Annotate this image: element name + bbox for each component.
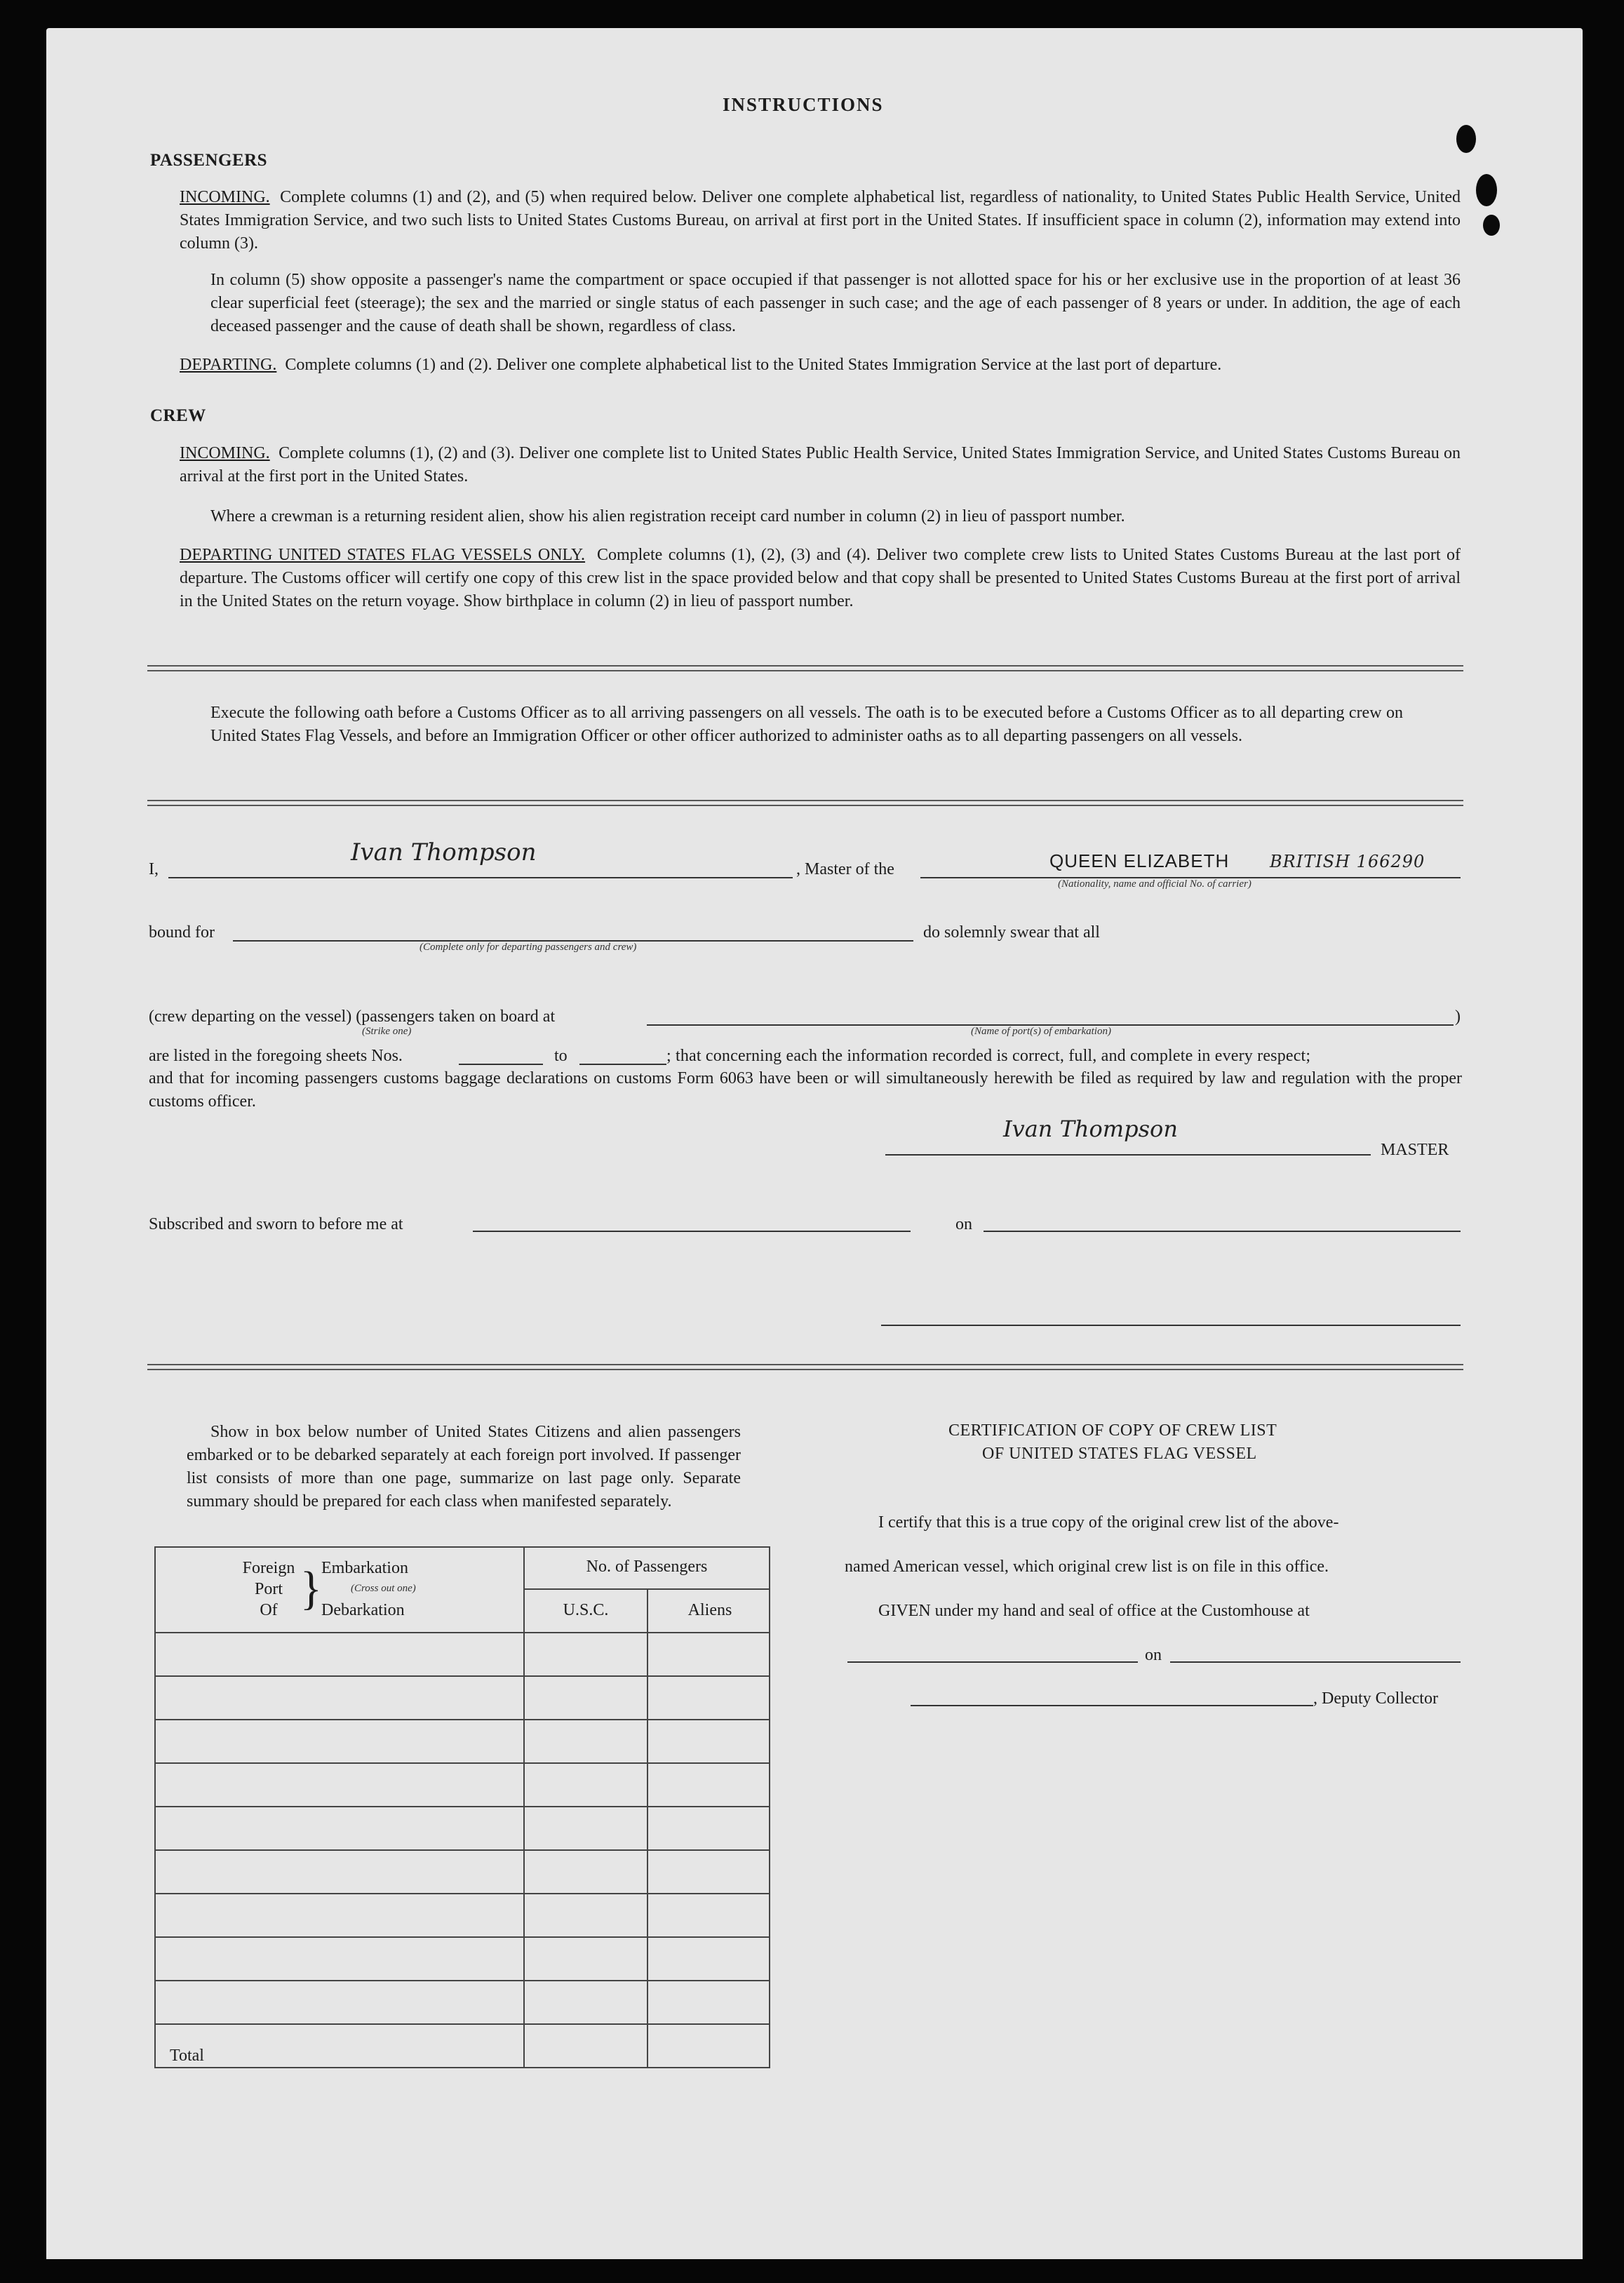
crew-incoming-paragraph — [180, 442, 1461, 488]
summary-row — [155, 1894, 770, 1937]
summary-row — [155, 1850, 770, 1894]
section-divider-bottom — [147, 1364, 1463, 1370]
master-name-line — [168, 877, 793, 878]
passengers-departing-paragraph — [180, 354, 1463, 377]
brace-icon: } — [300, 1562, 322, 1614]
listed-sheets-text: are listed in the foregoing sheets Nos. — [149, 1047, 403, 1065]
foreign-port-header — [155, 1547, 524, 1633]
oath-intro-paragraph: Execute the following oath before a Customs Officer as to all arriving passengers on all vessels. The oath is to be executed before a Customs Officer as to all departing crew on United States Flag Vessels, and before an Immigration Officer or other officer authorized to administer oaths as to all departing passengers on all vessels. — [210, 704, 1403, 745]
sheets-to-line — [579, 1064, 666, 1065]
debarkation-label: Debarkation — [321, 1601, 405, 1619]
master-signature-bottom: Ivan Thompson — [1003, 1116, 1178, 1142]
section-divider-oath — [147, 800, 1463, 806]
certification-date-line — [1170, 1661, 1461, 1663]
officer-signature-line — [881, 1325, 1461, 1326]
summary-total-row — [155, 2024, 770, 2068]
passenger-summary-table — [154, 1546, 770, 2068]
summary-row — [155, 1676, 770, 1720]
passengers-departing-text: Complete columns (1) and (2). Deliver one complete alphabetical list to the United States Immigration Service at the last port of departure. — [285, 356, 1222, 374]
sworn-at-line — [473, 1231, 911, 1232]
customhouse-line — [847, 1661, 1138, 1663]
cross-out-caption: (Cross out one) — [351, 1583, 416, 1594]
total-label: Total — [170, 2047, 204, 2065]
crew-departing-label: DEPARTING UNITED STATES FLAG VESSELS ONLY. — [180, 546, 586, 564]
close-paren: ) — [1455, 1007, 1461, 1026]
summary-row — [155, 1937, 770, 1981]
solemnly-swear-text: do solemnly swear that all — [923, 923, 1100, 942]
oath-i-label: I, — [149, 860, 159, 878]
passengers-incoming-paragraph — [180, 186, 1461, 255]
instructions-title: INSTRUCTIONS — [723, 94, 884, 115]
sworn-on-line — [984, 1231, 1461, 1232]
passengers-incoming-label: INCOMING. — [180, 188, 270, 206]
certification-on-label: on — [1145, 1646, 1162, 1664]
sworn-on-label: on — [955, 1215, 972, 1233]
master-signature-line — [885, 1154, 1371, 1156]
of-label: Of — [260, 1601, 278, 1619]
listed-baggage-text: and that for incoming passengers customs baggage declarations on customs Form 6063 have been or will simultaneously herewith be filed as required by law and regulation with the proper customs officer. — [149, 1069, 1462, 1111]
foreign-label: Foreign — [242, 1559, 295, 1577]
summary-row — [155, 1720, 770, 1763]
port-embarkation-caption: (Name of port(s) of embarkation) — [971, 1026, 1111, 1037]
listed-correct-text: ; that concerning each the information recorded is correct, full, and complete in every respect; — [666, 1047, 1311, 1065]
certification-text-1: I certify that this is a true copy of the original crew list of the above- — [878, 1513, 1339, 1532]
no-passengers-label: No. of Passengers — [586, 1558, 708, 1576]
master-of-the-label: , Master of the — [796, 860, 894, 878]
punch-hole — [1476, 174, 1497, 206]
strike-one-caption: (Strike one) — [362, 1026, 412, 1037]
section-divider-top — [147, 665, 1463, 671]
summary-row — [155, 1763, 770, 1807]
master-label: MASTER — [1381, 1141, 1449, 1159]
certification-text-2: named American vessel, which original crew list is on file in this office. — [845, 1558, 1329, 1576]
usc-label: U.S.C. — [563, 1601, 609, 1619]
summary-instructions: Show in box below number of United States Citizens and alien passengers embarked or to be debarked separately at each foreign port involved. If passenger list consists of more than one page, summarize on last page only. Separate summary should be prepared for each class when manifested separately. — [187, 1423, 741, 1511]
passengers-heading: PASSENGERS — [150, 151, 268, 170]
aliens-label: Aliens — [687, 1601, 732, 1619]
crew-departing-text: (crew departing on the vessel) (passengers taken on board at — [149, 1007, 556, 1026]
bound-for-caption: (Complete only for departing passengers and crew) — [420, 942, 637, 953]
passengers-departing-label: DEPARTING. — [180, 356, 277, 374]
crew-heading: CREW — [150, 406, 206, 425]
passenger-count-header — [524, 1547, 770, 1633]
certification-title-1: CERTIFICATION OF COPY OF CREW LIST — [948, 1421, 1277, 1440]
summary-row — [155, 1981, 770, 2024]
vessel-caption: (Nationality, name and official No. of carrier) — [1058, 878, 1251, 890]
crew-returning-paragraph: Where a crewman is a returning resident alien, show his alien registration receipt card number in column (2) in lieu of passport number. — [210, 507, 1125, 525]
crew-departing-paragraph — [180, 544, 1461, 613]
certification-text-3: GIVEN under my hand and seal of office at the Customhouse at — [878, 1602, 1310, 1620]
master-signature: Ivan Thompson — [351, 838, 537, 866]
vessel-nationality-number: BRITISH 166290 — [1270, 852, 1425, 871]
punch-hole — [1456, 125, 1476, 153]
port-label: Port — [254, 1580, 283, 1598]
deputy-collector-label: , Deputy Collector — [1313, 1689, 1438, 1708]
embarkation-label: Embarkation — [321, 1559, 408, 1577]
sheets-from-line — [459, 1064, 543, 1065]
certification-title-2: OF UNITED STATES FLAG VESSEL — [982, 1445, 1257, 1463]
passengers-column5-paragraph: In column (5) show opposite a passenger's name the compartment or space occupied if that passenger is not allotted space for his or her exclusive use in the proportion of at least 36 clear superficial feet (steerage); the sex and the married or single status of each passenger in such case; and the age of each passenger of 8 years or under. In addition, the age of each deceased passenger and the cause of death shall be shown, regardless of class. — [210, 271, 1461, 335]
vessel-name: QUEEN ELIZABETH — [1049, 850, 1230, 871]
deputy-collector-line — [911, 1705, 1313, 1706]
punch-hole — [1483, 215, 1500, 236]
bound-for-label: bound for — [149, 923, 215, 942]
subscribed-sworn-label: Subscribed and sworn to before me at — [149, 1215, 403, 1233]
summary-row — [155, 1807, 770, 1850]
listed-to-label: to — [554, 1047, 568, 1065]
crew-incoming-text: Complete columns (1), (2) and (3). Deliver one complete list to United States Public Health Service, United States Immigration Service, and United States Customs Bureau on arrival at the first port in the United States. — [180, 444, 1461, 486]
crew-incoming-label: INCOMING. — [180, 444, 270, 462]
passengers-incoming-text: Complete columns (1) and (2), and (5) when required below. Deliver one complete alphabetical list, regardless of nationality, to United States Public Health Service, United States Immigration Service, and two such lists to United States Customs Bureau, on arrival at first port in the United States. If insufficient space in column (2), information may extend into column (3). — [180, 188, 1461, 253]
crew-departing-text: Complete columns (1), (2), (3) and (4). Deliver two complete crew lists to United States Customs Bureau at the last port of departure. The Customs officer will certify one copy of this crew list in the space provided below and that copy shall be presented to United States Customs Bureau at the first port of arrival in the United States on the return voyage. Show birthplace in column (2) in lieu of passport number. — [180, 546, 1461, 610]
summary-row — [155, 1633, 770, 1676]
